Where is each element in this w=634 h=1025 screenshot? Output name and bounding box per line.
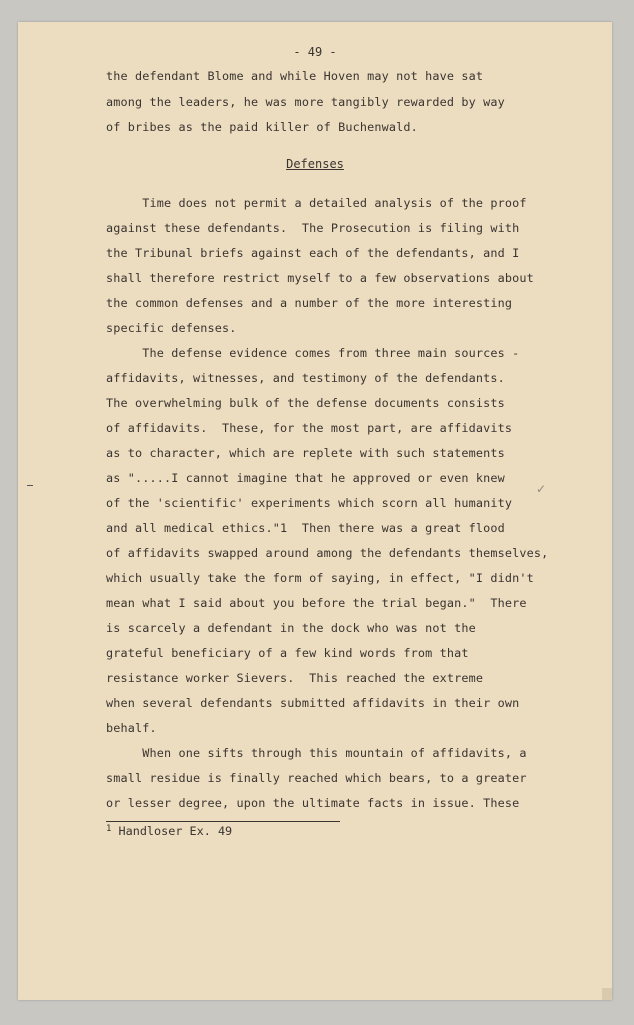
text-line: of affidavits swapped around among the defendants themselves,	[106, 546, 549, 560]
page-number: - 49 -	[293, 45, 337, 59]
text-line: specific defenses.	[106, 321, 237, 335]
text-line: of affidavits. These, for the most part, are affidavits	[106, 421, 513, 435]
text-line: the common defenses and a number of the more interesting	[106, 296, 513, 310]
text-line: mean what I said about you before the trial began." There	[106, 596, 527, 610]
text-line: or lesser degree, upon the ultimate facts in issue. These	[106, 796, 520, 810]
text-line: of the 'scientific' experiments which scorn all humanity	[106, 496, 513, 510]
text-line: when several defendants submitted affidavits in their own	[106, 696, 520, 710]
margin-dash-mark	[27, 485, 33, 486]
text-line: grateful beneficiary of a few kind words from that	[106, 646, 469, 660]
footnote-text: Handloser Ex. 49	[111, 824, 233, 838]
text-line: shall therefore restrict myself to a few observations about	[106, 271, 534, 285]
text-line: affidavits, witnesses, and testimony of the defendants.	[106, 371, 505, 385]
folded-corner	[602, 988, 612, 1000]
text-line: is scarcely a defendant in the dock who was not the	[106, 621, 476, 635]
footnote	[106, 824, 232, 838]
text-line: When one sifts through this mountain of affidavits, a	[106, 746, 527, 760]
text-line: resistance worker Sievers. This reached the extreme	[106, 671, 484, 685]
text-line: among the leaders, he was more tangibly rewarded by way	[106, 95, 505, 109]
text-line: The overwhelming bulk of the defense documents consists	[106, 396, 505, 410]
text-line: as ".....I cannot imagine that he approved or even knew	[106, 471, 505, 485]
text-line: of bribes as the paid killer of Buchenwald.	[106, 120, 418, 134]
text-line: the defendant Blome and while Hoven may not have sat	[106, 69, 484, 83]
text-line: as to character, which are replete with such statements	[106, 446, 505, 460]
text-line: behalf.	[106, 721, 157, 735]
text-line: small residue is finally reached which bears, to a greater	[106, 771, 527, 785]
text-line: against these defendants. The Prosecution is filing with	[106, 221, 520, 235]
text-line: Time does not permit a detailed analysis of the proof	[106, 196, 527, 210]
footnote-marker: 1	[106, 824, 112, 834]
document-page	[18, 22, 612, 1000]
text-line: and all medical ethics."1 Then there was a great flood	[106, 521, 505, 535]
text-line: The defense evidence comes from three main sources -	[106, 346, 520, 360]
pencil-check-icon: ✓	[536, 482, 547, 496]
text-line: which usually take the form of saying, in effect, "I didn't	[106, 571, 534, 585]
text-line: the Tribunal briefs against each of the defendants, and I	[106, 246, 520, 260]
section-heading: Defenses	[286, 157, 344, 171]
footnote-rule	[106, 821, 340, 822]
